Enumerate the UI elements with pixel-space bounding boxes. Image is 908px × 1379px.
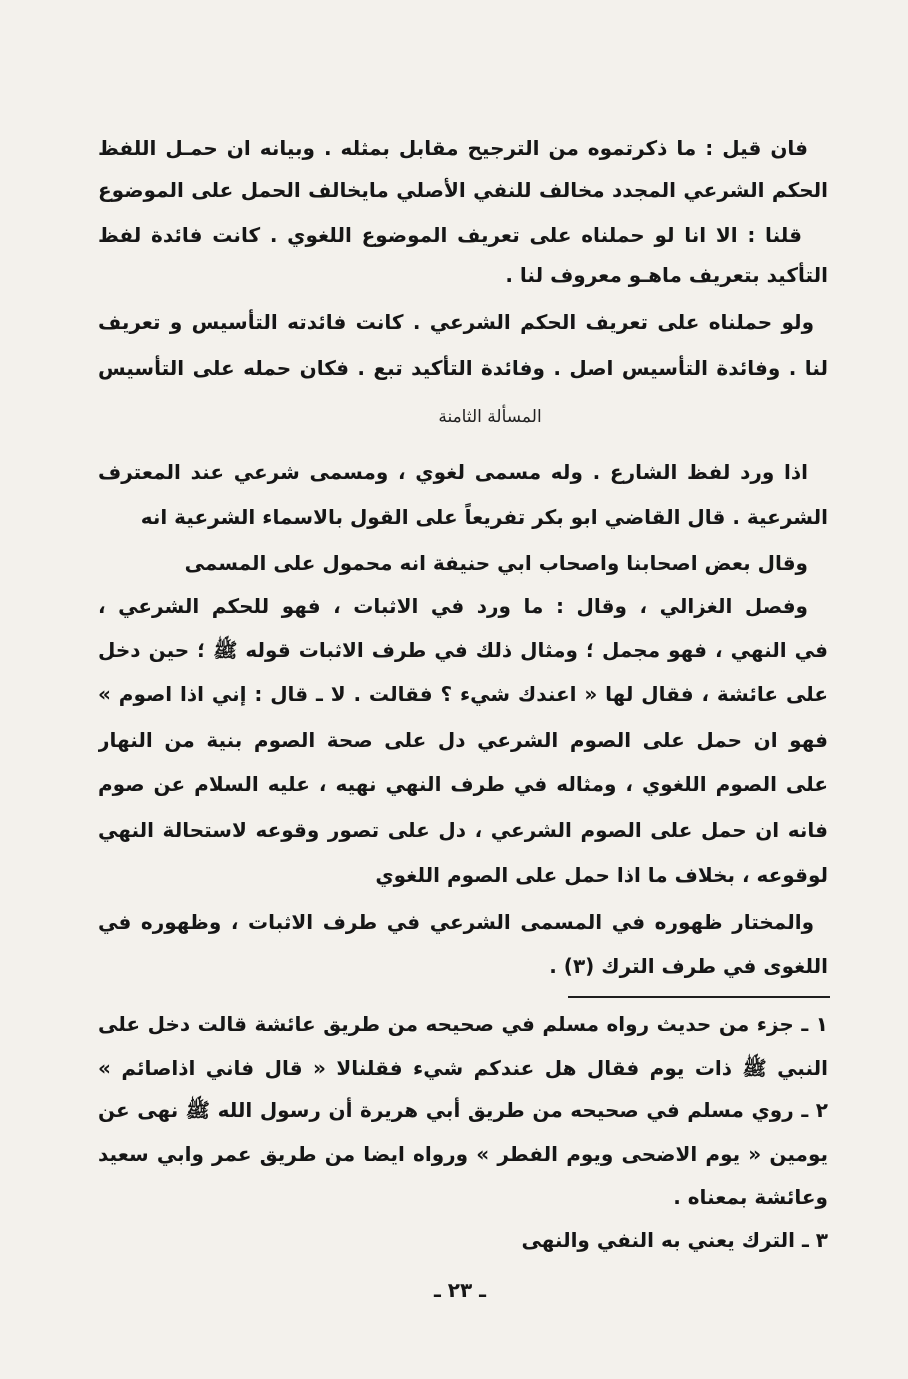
text-line: على الصوم اللغوي ، ومثاله في طرف النهي نهيه ، عليه السلام عن صوم: [98, 772, 828, 796]
footnote-line: ١ ـ جزء من حديث رواه مسلم في صحيحه من طريق عائشة قالت دخل على: [98, 1012, 828, 1036]
text-line: وفصل الغزالي ، وقال : ما ورد في الاثبات ، فهو للحكم الشرعي ،: [98, 594, 808, 618]
footnote-line: يومين « يوم الاضحى ويوم الفطر » ورواه ايضا من طريق عمر وابي سعيد: [98, 1142, 828, 1166]
section-heading: المسألة الثامنة: [438, 407, 542, 427]
text-line: التأكيد بتعريف ماهـو معروف لنا .: [505, 263, 828, 287]
text-line: الحكم الشرعي المجدد مخالف للنفي الأصلي مايخالف الحمل على الموضوع: [98, 178, 828, 202]
text-line: لنا . وفائدة التأسيس اصل . وفائدة التأكيد تبع . فكان حمله على التأسيس: [98, 356, 828, 380]
footnote-line: ٣ ـ الترك يعني به النفي والنهى: [521, 1228, 828, 1252]
text-line: وقال بعض اصحابنا واصحاب ابي حنيفة انه محمول على المسمى: [184, 551, 808, 575]
text-line: على عائشة ، فقال لها « اعندك شيء ؟ فقالت . لا ـ قال : إني اذا اصوم »: [98, 682, 828, 706]
text-line: ولو حملناه على تعريف الحكم الشرعي . كانت فائدته التأسيس و تعريف: [98, 310, 814, 334]
text-line: فهو ان حمل على الصوم الشرعي دل على صحة الصوم بنية من النهار: [98, 728, 828, 752]
text-line: قلنا : الا انا لو حملناه على تعريف الموضوع اللغوي . كانت فائدة لفظ: [98, 223, 802, 247]
text-line: فان قيل : ما ذكرتموه من الترجيح مقابل بمثله . وبيانه ان حمـل اللفظ: [98, 136, 808, 160]
text-line: الشرعية . قال القاضي ابو بكر تفريعاً على القول بالاسماء الشرعية انه: [140, 505, 828, 529]
footnote-line: ٢ ـ روي مسلم في صحيحه من طريق أبي هريرة أن رسول الله ﷺ نهى عن: [98, 1098, 828, 1122]
footnote-rule: [568, 996, 830, 998]
footnote-line: النبي ﷺ ذات يوم فقال هل عندكم شيء فقلنالا « قال فاني اذاصائم »: [98, 1056, 828, 1080]
footnote-line: وعائشة بمعناه .: [673, 1185, 828, 1209]
text-line: اذا ورد لفظ الشارع . وله مسمى لغوي ، ومسمى شرعي عند المعترف: [98, 460, 808, 484]
text-line: لوقوعه ، بخلاف ما اذا حمل على الصوم اللغوي: [375, 863, 828, 887]
text-line: فانه ان حمل على الصوم الشرعي ، دل على تصور وقوعه لاستحالة النهي: [98, 818, 828, 842]
text-line: اللغوى في طرف الترك (٣) .: [549, 954, 828, 978]
text-line: في النهي ، فهو مجمل ؛ ومثال ذلك في طرف الاثبات قوله ﷺ ؛ حين دخل: [98, 638, 828, 662]
text-line: والمختار ظهوره في المسمى الشرعي في طرف الاثبات ، وظهوره في: [98, 910, 814, 934]
page-number: ـ ٢٣ ـ: [433, 1278, 487, 1302]
